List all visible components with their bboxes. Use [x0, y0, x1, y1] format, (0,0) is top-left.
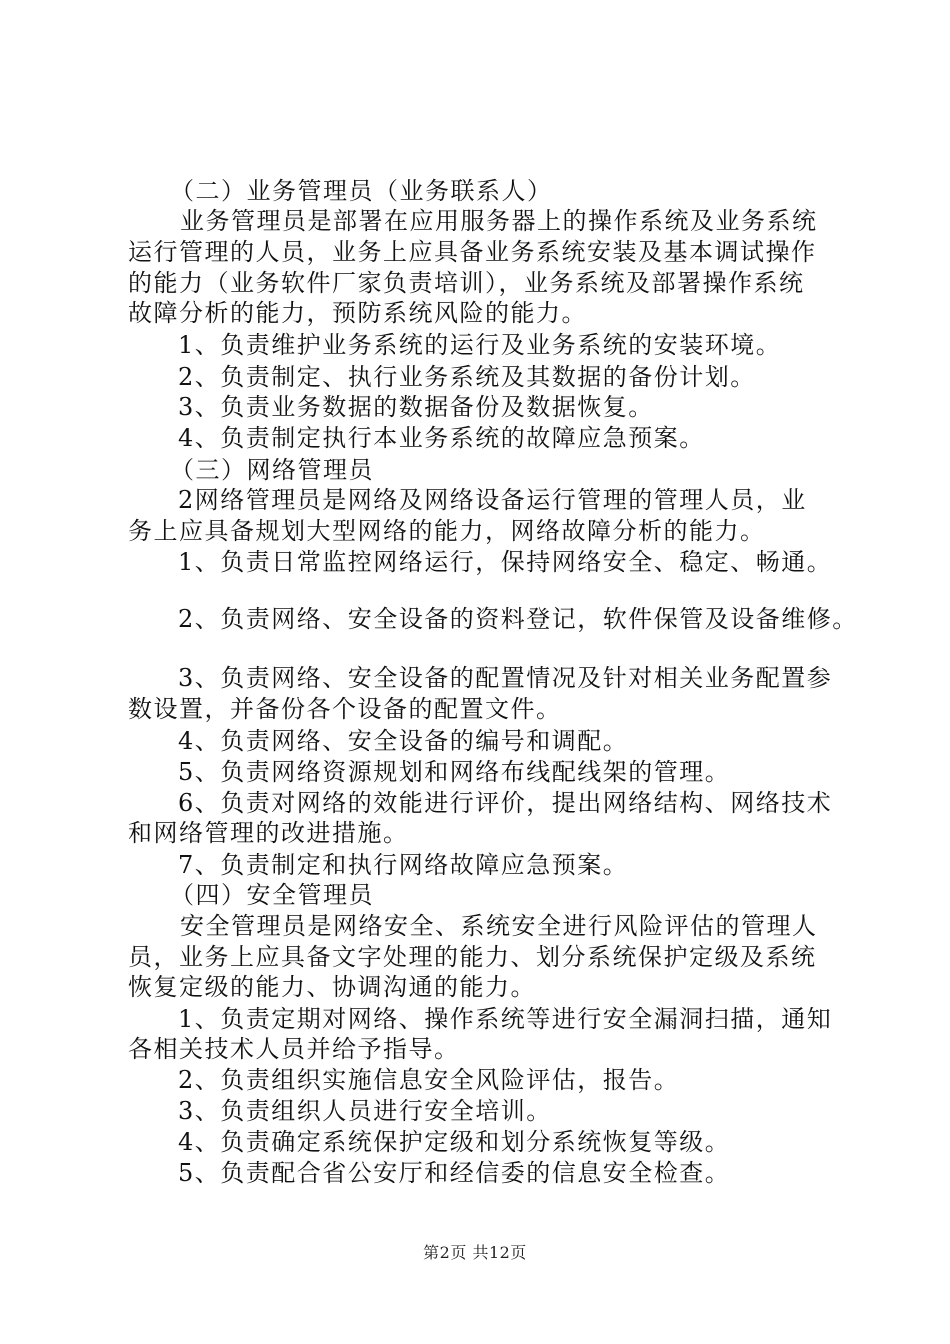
list-item: 2、负责组织实施信息安全风险评估，报告。: [178, 1066, 680, 1094]
paragraph-line: 的能力（业务软件厂家负责培训），业务系统及部署操作系统: [128, 269, 805, 297]
section-heading-network-admin: （三）网络管理员: [170, 456, 374, 484]
list-item: 1、负责维护业务系统的运行及业务系统的安装环境。: [178, 331, 782, 359]
paragraph-line: 业务管理员是部署在应用服务器上的操作系统及业务系统: [180, 207, 818, 235]
list-item: 2、负责制定、执行业务系统及其数据的备份计划。: [178, 363, 756, 391]
list-item: 4、负责网络、安全设备的编号和调配。: [178, 727, 629, 755]
list-item: 3、负责网络、安全设备的配置情况及针对相关业务配置参: [178, 664, 833, 692]
paragraph-line: 故障分析的能力，预防系统风险的能力。: [128, 299, 587, 327]
section-heading-security-admin: （四）安全管理员: [170, 881, 374, 909]
list-item: 3、负责业务数据的数据备份及数据恢复。: [178, 393, 654, 421]
paragraph-line: 恢复定级的能力、协调沟通的能力。: [128, 973, 536, 1001]
paragraph-line: 运行管理的人员，业务上应具备业务系统安装及基本调试操作: [128, 238, 817, 266]
paragraph-line: 员，业务上应具备文字处理的能力、划分系统保护定级及系统: [128, 943, 817, 971]
paragraph-line: 安全管理员是网络安全、系统安全进行风险评估的管理人: [180, 912, 818, 940]
paragraph-line: 数设置，并备份各个设备的配置文件。: [128, 695, 562, 723]
list-item: 1、负责定期对网络、操作系统等进行安全漏洞扫描，通知: [178, 1005, 833, 1033]
list-item: 5、负责网络资源规划和网络布线配线架的管理。: [178, 758, 731, 786]
list-item: 2、负责网络、安全设备的资料登记，软件保管及设备维修。: [178, 605, 858, 633]
page-number-footer: 第2页 共12页: [423, 1243, 527, 1262]
paragraph-line: 各相关技术人员并给予指导。: [128, 1035, 460, 1063]
paragraph-line: 2网络管理员是网络及网络设备运行管理的管理人员，业: [178, 486, 807, 514]
list-item: 5、负责配合省公安厅和经信委的信息安全检查。: [178, 1159, 731, 1187]
list-item: 4、负责确定系统保护定级和划分系统恢复等级。: [178, 1128, 731, 1156]
list-item: 6、负责对网络的效能进行评价，提出网络结构、网络技术: [178, 789, 833, 817]
list-item: 7、负责制定和执行网络故障应急预案。: [178, 851, 629, 879]
list-item: 4、负责制定执行本业务系统的故障应急预案。: [178, 424, 705, 452]
list-item: 1、负责日常监控网络运行，保持网络安全、稳定、畅通。: [178, 548, 833, 576]
section-heading-business-admin: （二）业务管理员（业务联系人）: [170, 177, 553, 205]
paragraph-line: 务上应具备规划大型网络的能力，网络故障分析的能力。: [128, 517, 766, 545]
paragraph-line: 和网络管理的改进措施。: [128, 819, 409, 847]
list-item: 3、负责组织人员进行安全培训。: [178, 1097, 552, 1125]
